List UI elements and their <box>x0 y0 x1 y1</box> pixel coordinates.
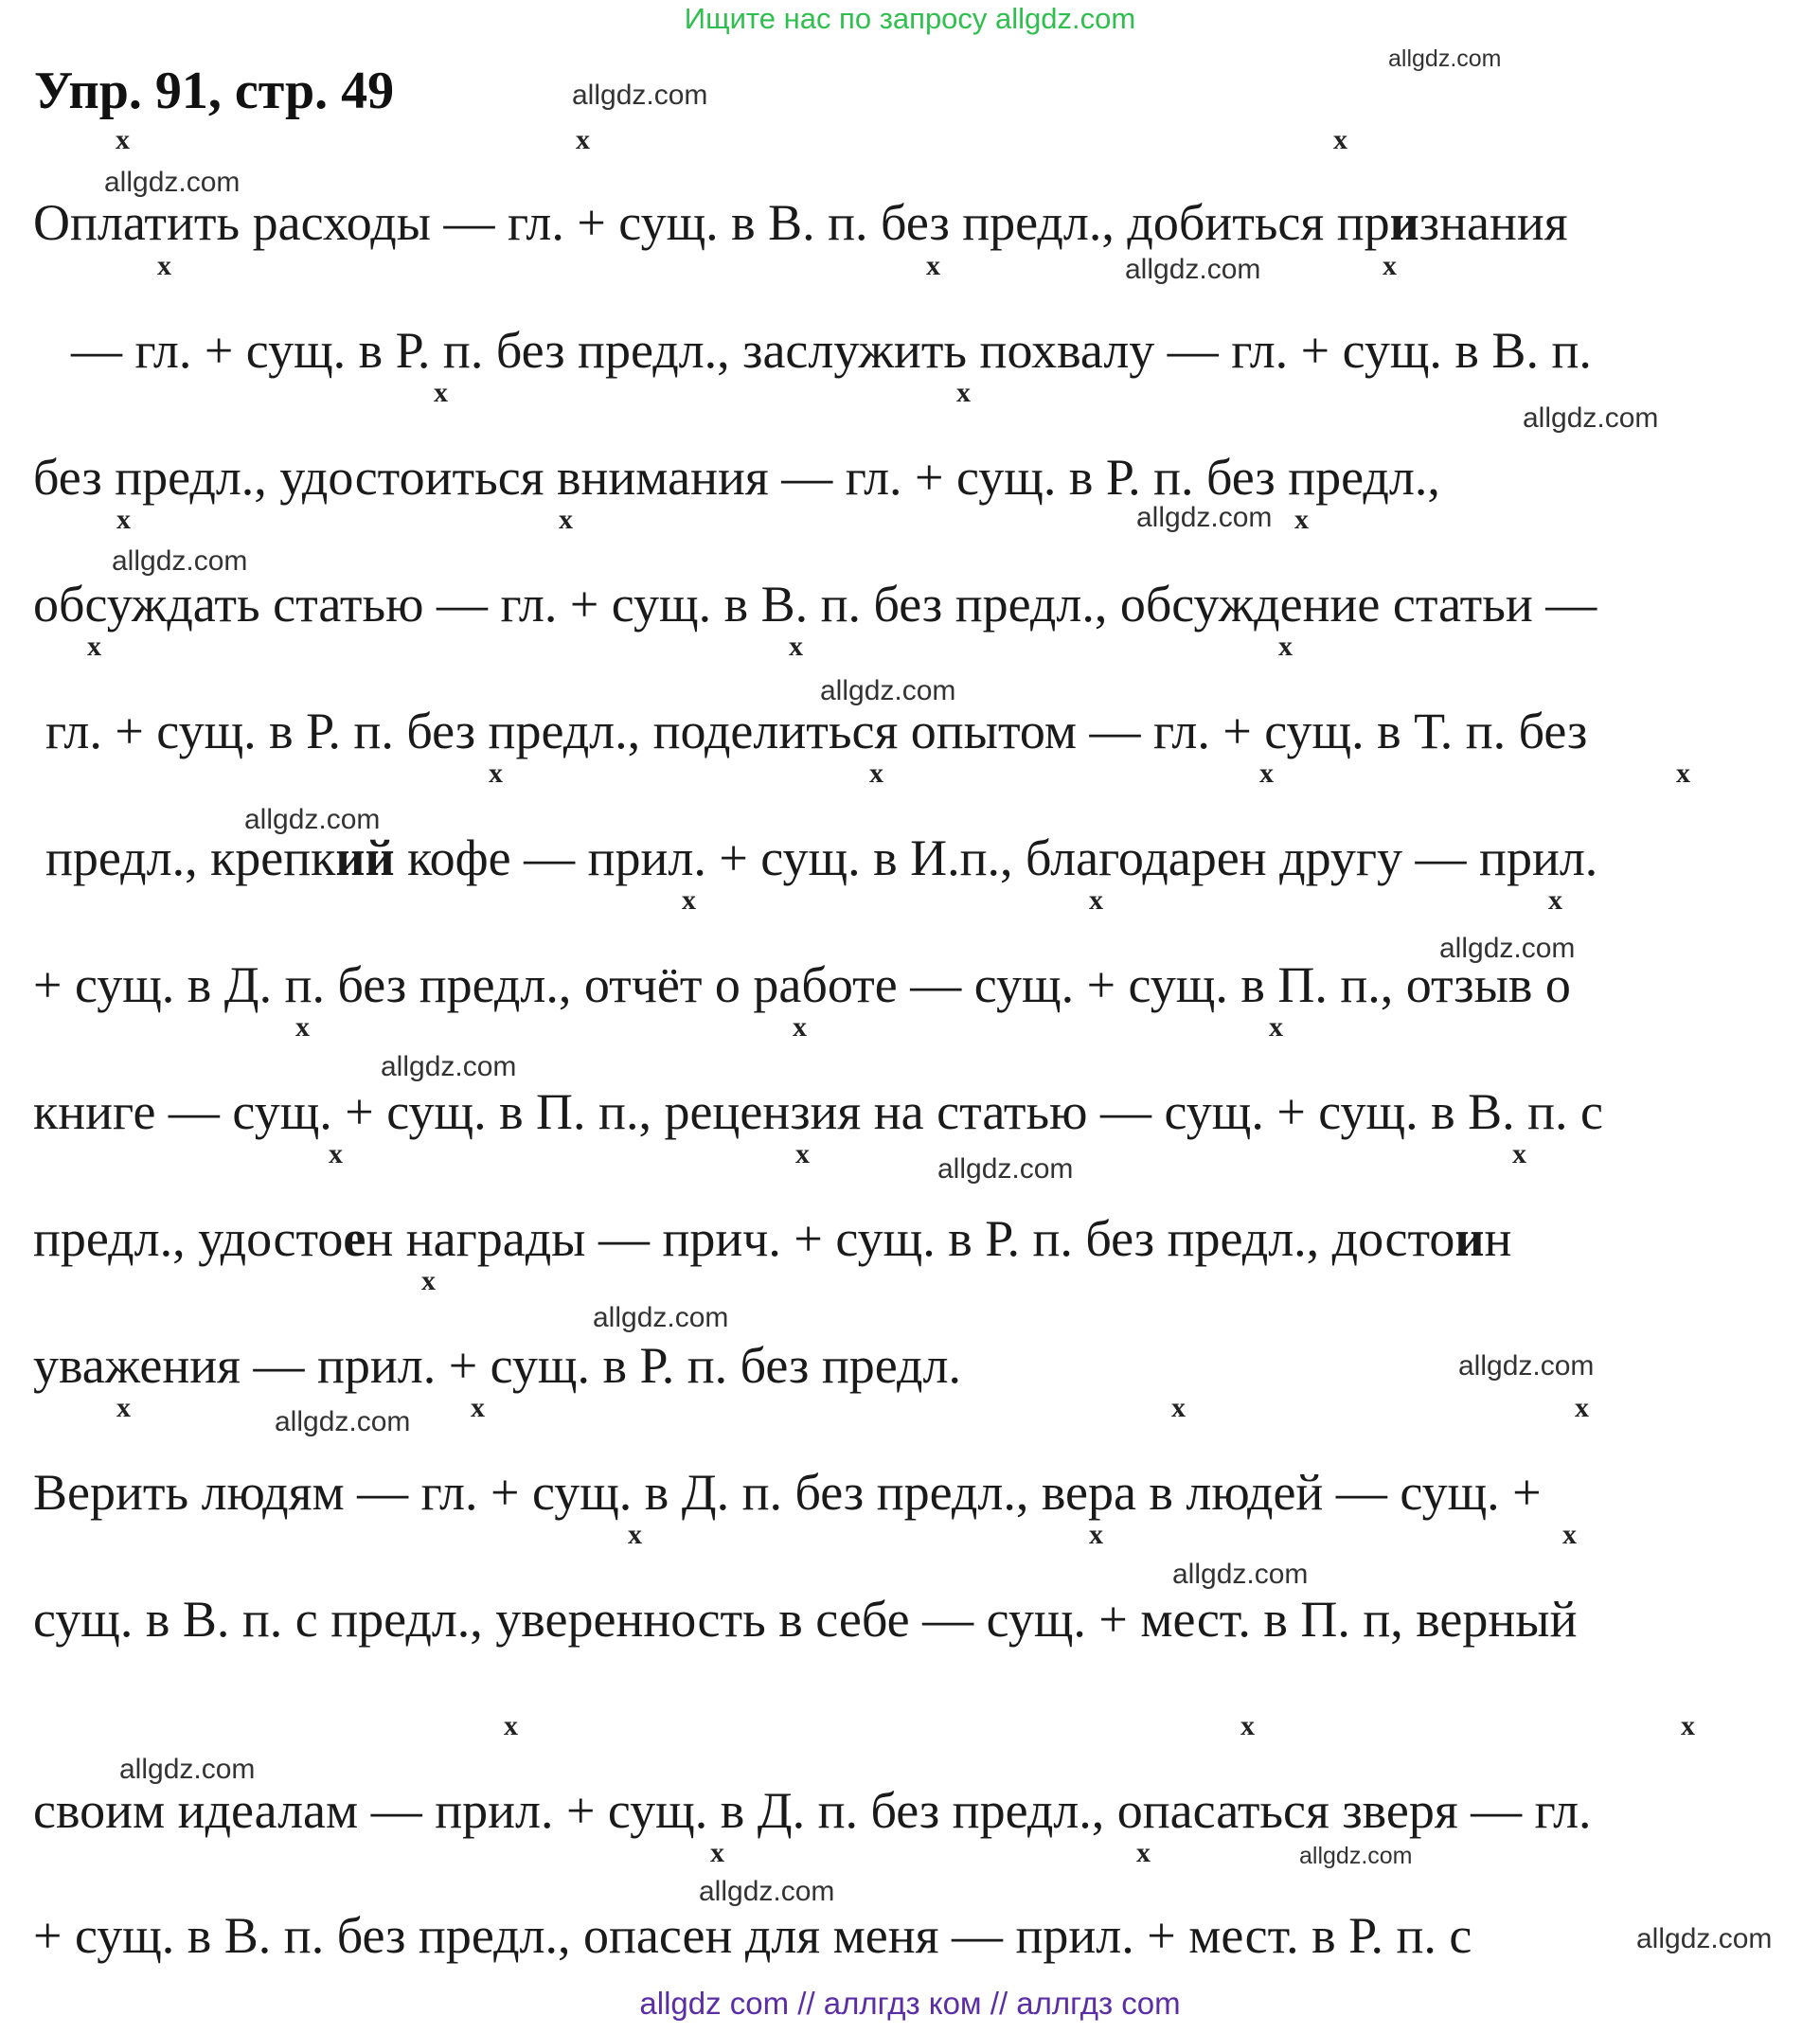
watermark: allgdz.com <box>572 80 708 111</box>
watermark: allgdz.com <box>1458 1350 1595 1382</box>
x-mark: x <box>1171 1392 1186 1423</box>
text-line-13: своим идеалам — прил. + сущ. в Д. п. без предл., опасаться зверя — гл. <box>33 1782 1592 1839</box>
x-mark: x <box>1089 884 1103 916</box>
watermark: allgdz.com <box>381 1051 517 1082</box>
watermark: allgdz.com <box>244 804 381 835</box>
x-mark: x <box>1512 1138 1526 1169</box>
x-mark: x <box>1089 1519 1103 1550</box>
x-mark: x <box>1278 631 1293 662</box>
x-mark: x <box>489 758 503 789</box>
watermark: allgdz.com <box>937 1153 1074 1185</box>
x-mark: x <box>421 1265 436 1296</box>
x-mark: x <box>1136 1837 1151 1868</box>
text-line-11: Верить людям — гл. + сущ. в Д. п. без предл., вера в людей — сущ. + <box>33 1464 1542 1521</box>
x-mark: x <box>295 1011 310 1043</box>
x-mark: x <box>559 504 573 535</box>
text-line-2: — гл. + сущ. в Р. п. без предл., заслужить похвалу — гл. + сущ. в В. п. <box>71 322 1592 379</box>
x-mark: x <box>789 631 803 662</box>
text-line-12: сущ. в В. п. с предл., уверенность в себе — сущ. + мест. в П. п, верный <box>33 1591 1578 1648</box>
x-mark: x <box>795 1138 810 1169</box>
text-line-3: без предл., удостоиться внимания — гл. + сущ. в Р. п. без предл., <box>33 449 1440 506</box>
x-mark: x <box>628 1519 642 1550</box>
watermark: allgdz.com <box>593 1302 729 1333</box>
x-mark: x <box>1575 1392 1589 1423</box>
x-mark: x <box>116 1392 131 1423</box>
x-mark: x <box>1240 1710 1255 1741</box>
x-mark: x <box>1562 1519 1577 1550</box>
page-title: Упр. 91, стр. 49 <box>34 62 395 120</box>
x-mark: x <box>87 631 101 662</box>
text-line-10: уважения — прил. + сущ. в Р. п. без предл. <box>33 1337 961 1394</box>
x-mark: x <box>116 124 130 155</box>
x-mark: x <box>116 504 131 535</box>
x-mark: x <box>1269 1011 1283 1043</box>
watermark: allgdz.com <box>1136 502 1273 533</box>
top-banner[interactable]: Ищите нас по запросу allgdz.com <box>684 2 1136 35</box>
watermark: allgdz.com <box>1172 1559 1309 1590</box>
x-mark: x <box>504 1710 518 1741</box>
x-mark: x <box>869 758 883 789</box>
text-line-5: гл. + сущ. в Р. п. без предл., поделиться опытом — гл. + сущ. в Т. п. без <box>45 703 1588 759</box>
watermark: allgdz.com <box>1125 254 1261 285</box>
x-mark: x <box>682 884 696 916</box>
text-line-7: + сущ. в Д. п. без предл., отчёт о работе — сущ. + сущ. в П. п., отзыв о <box>33 956 1571 1013</box>
watermark: allgdz.com <box>1439 933 1576 964</box>
watermark: allgdz.com <box>112 545 248 577</box>
watermark: allgdz.com <box>699 1876 835 1907</box>
text-line-1: Оплатить расходы — гл. + сущ. в В. п. без предл., добиться признания <box>33 194 1568 251</box>
x-mark: x <box>710 1837 724 1868</box>
x-mark: x <box>1383 250 1397 281</box>
x-mark: x <box>956 377 971 408</box>
x-mark: x <box>576 124 590 155</box>
watermark: allgdz.com <box>820 675 956 706</box>
x-mark: x <box>793 1011 807 1043</box>
watermark: allgdz.com <box>1636 1923 1773 1954</box>
x-mark: x <box>329 1138 343 1169</box>
x-mark: x <box>1548 884 1562 916</box>
text-line-9: предл., удостоен награды — прич. + сущ. в Р. п. без предл., достоин <box>33 1210 1512 1267</box>
x-mark: x <box>1333 124 1347 155</box>
x-mark: x <box>1676 758 1690 789</box>
footer-links[interactable]: allgdz com // аллгдз ком // аллгдз com <box>639 1986 1181 2021</box>
watermark: allgdz.com <box>1388 45 1502 72</box>
text-line-8: книге — сущ. + сущ. в П. п., рецензия на статью — сущ. + сущ. в В. п. с <box>33 1083 1603 1140</box>
x-mark: x <box>926 250 940 281</box>
x-mark: x <box>434 377 448 408</box>
x-mark: x <box>1681 1710 1695 1741</box>
watermark: allgdz.com <box>1299 1843 1413 1869</box>
text-line-4: обсуждать статью — гл. + сущ. в В. п. без предл., обсуждение статьи — <box>33 576 1597 633</box>
watermark: allgdz.com <box>1523 402 1659 434</box>
x-mark: x <box>1259 758 1274 789</box>
watermark: allgdz.com <box>275 1406 411 1437</box>
x-mark: x <box>157 250 171 281</box>
watermark: allgdz.com <box>119 1754 256 1785</box>
text-line-6: предл., крепкий кофе — прил. + сущ. в И.п., благодарен другу — прил. <box>45 829 1598 886</box>
x-mark: x <box>471 1392 485 1423</box>
x-mark: x <box>1294 504 1309 535</box>
text-line-14: + сущ. в В. п. без предл., опасен для меня — прил. + мест. в Р. п. с <box>33 1907 1472 1964</box>
watermark: allgdz.com <box>104 167 241 198</box>
